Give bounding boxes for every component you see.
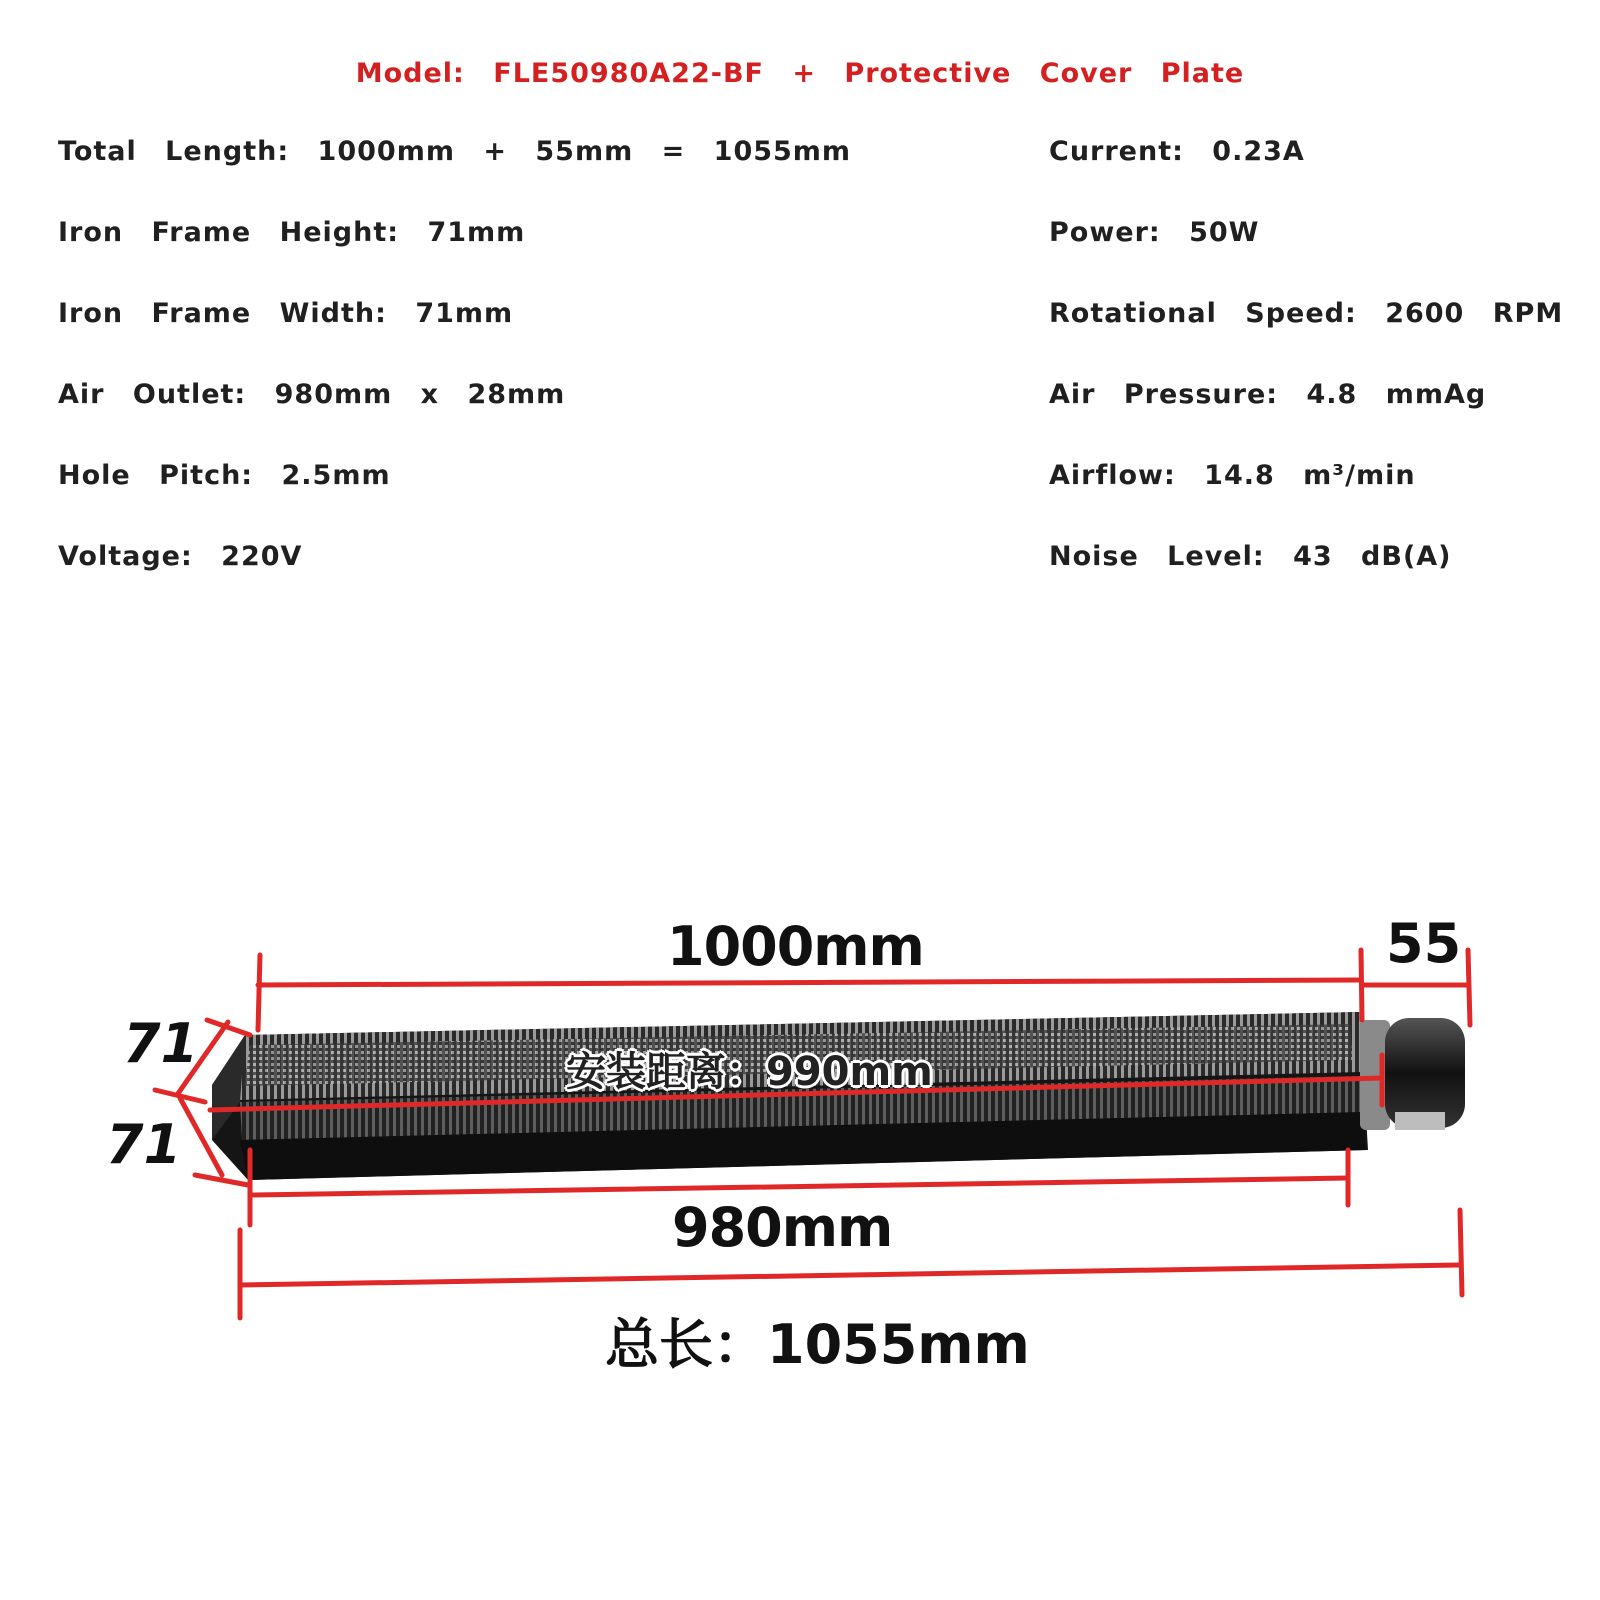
spec-air-outlet: Air Outlet: 980mm x 28mm bbox=[58, 379, 566, 410]
spec-airflow: Airflow: 14.8 m³/min bbox=[1049, 460, 1416, 491]
dim-body-length: 1000mm bbox=[667, 915, 924, 978]
spec-power: Power: 50W bbox=[1049, 217, 1260, 248]
spec-rotational-speed: Rotational Speed: 2600 RPM bbox=[1049, 298, 1564, 329]
fan-motor bbox=[1360, 1018, 1465, 1130]
spec-hole-pitch: Hole Pitch: 2.5mm bbox=[58, 460, 391, 491]
dim-total-length: 总长：1055mm bbox=[605, 1313, 1030, 1376]
dim-width: 71 bbox=[106, 1113, 182, 1176]
dim-outlet-length: 980mm bbox=[672, 1196, 893, 1259]
page-title: Model: FLE50980A22-BF + Protective Cover Plate bbox=[355, 58, 1245, 89]
spec-total-length: Total Length: 1000mm + 55mm = 1055mm bbox=[58, 136, 852, 167]
spec-frame-height: Iron Frame Height: 71mm bbox=[58, 217, 526, 248]
spec-voltage: Voltage: 220V bbox=[58, 541, 303, 572]
dim-install-distance: 安装距离：990mm bbox=[566, 1049, 933, 1095]
dim-motor-length: 55 bbox=[1386, 912, 1462, 975]
spec-current: Current: 0.23A bbox=[1049, 136, 1305, 167]
spec-noise-level: Noise Level: 43 dB(A) bbox=[1049, 541, 1452, 572]
spec-frame-width: Iron Frame Width: 71mm bbox=[58, 298, 514, 329]
spec-air-pressure: Air Pressure: 4.8 mmAg bbox=[1049, 379, 1487, 410]
dim-height: 71 bbox=[123, 1012, 199, 1075]
